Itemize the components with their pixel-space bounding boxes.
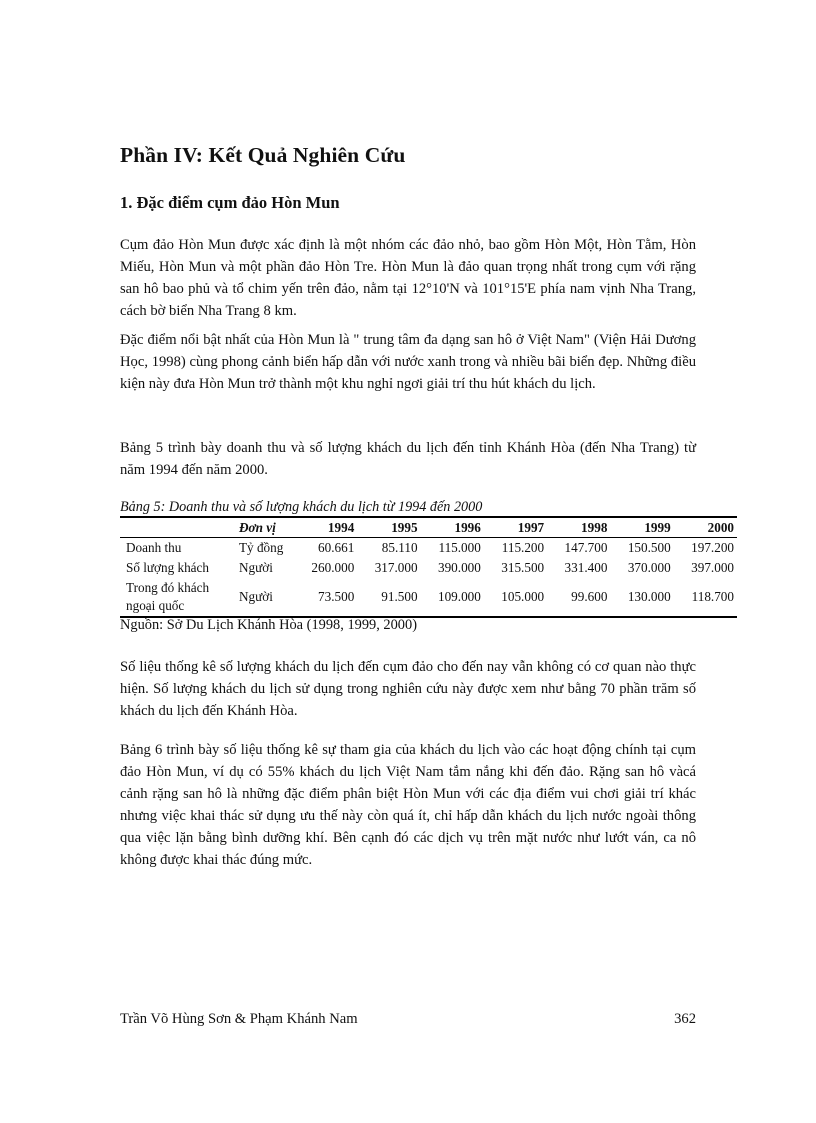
table-cell: 118.700 [691, 589, 734, 604]
table-header-year: 1999 [644, 519, 671, 535]
table-cell: 91.500 [381, 589, 418, 604]
row-unit: Người [239, 560, 273, 575]
table-header-year: 1995 [391, 519, 418, 535]
table-header-year: 1998 [581, 519, 608, 535]
table-caption: Bảng 5: Doanh thu và số lượng khách du lịch từ 1994 đến 2000 [120, 499, 483, 515]
table-cell: 197.200 [691, 540, 734, 555]
table-cell: 331.400 [564, 560, 608, 575]
table-header-year: 1996 [454, 519, 481, 535]
table-row [120, 578, 737, 617]
table-cell: 115.000 [438, 540, 481, 555]
row-label: Doanh thu [126, 540, 182, 555]
paragraph-visitor-statistics: Số liệu thống kê số lượng khách du lịch đến cụm đảo cho đến nay vẫn không có cơ quan nào thực hiện. Số lượng khách du lịch sử dụng trong nghiên cứu này được xem như bằng 70 phần trăm số khách du lịch đến Khánh Hòa. [120, 659, 696, 719]
page-footer [120, 1011, 696, 1028]
paragraph-activities: Bảng 6 trình bày số liệu thống kê sự tham gia của khách du lịch vào các hoạt động chính tại cụm đảo Hòn Mun, ví dụ có 55% khách du lịch Việt Nam tắm nắng khi đến đảo. Rặng san hô vàcá cảnh rặng san hô là những đặc điểm phân biệt Hòn Mun với các địa điểm vui chơi giải trí khác nhưng việc khai thác sử dụng ưu thế này còn quá ít, chỉ hấp dẫn khách du lịch nước ngoài thông qua việc lặn bằng bình dưỡng khí. Bên cạnh đó các dịch vụ trên mặt nước như lướt ván, ca nô không được khai thác đúng mức. [120, 742, 696, 868]
table-cell: 130.000 [627, 589, 671, 604]
table-cell: 260.000 [311, 560, 355, 575]
row-label: Trong đó khách ngoại quốc [126, 580, 210, 613]
row-label: Số lượng khách [126, 560, 209, 575]
table-cell: 73.500 [318, 589, 355, 604]
table-cell: 390.000 [437, 560, 481, 575]
table-cell: 60.661 [318, 540, 355, 555]
section-title: Phần IV: Kết Quả Nghiên Cứu [120, 143, 406, 167]
table-cell: 150.500 [627, 540, 671, 555]
table-cell: 105.000 [501, 589, 545, 604]
table-cell: 370.000 [627, 560, 671, 575]
paragraph-table-intro: Bảng 5 trình bày doanh thu và số lượng khách du lịch đến tỉnh Khánh Hòa (đến Nha Trang) từ năm 1994 đến năm 2000. [120, 440, 696, 478]
paragraph-coral-diversity: Đặc điểm nổi bật nhất của Hòn Mun là " trung tâm đa dạng san hô ở Việt Nam" (Viện Hải Dương Học, 1998) cùng phong cảnh biển hấp dẫn với nước xanh trong và nhiều bãi biển đẹp. Những điều kiện này đưa Hòn Mun trở thành một khu nghỉ ngơi giải trí thu hút khách du lịch. [120, 332, 696, 392]
footer-author: Trần Võ Hùng Sơn & Phạm Khánh Nam [120, 1011, 358, 1027]
table-header-row [120, 517, 737, 538]
table-cell: 315.500 [501, 560, 545, 575]
table-cell: 317.000 [374, 560, 418, 575]
paragraph-island-description: Cụm đảo Hòn Mun được xác định là một nhóm các đảo nhỏ, bao gồm Hòn Một, Hòn Tằm, Hòn Miếu, Hòn Mun và một phần đảo Hòn Tre. Hòn Mun là đảo quan trọng nhất trong cụm với rặng san hô bao phủ và tổ chim yến trên đảo, nằm tại 12°10'N và 101°15'E phía nam vịnh Nha Trang, cách bờ biển Nha Trang 8 km. [120, 237, 696, 319]
table-cell: 397.000 [691, 560, 734, 575]
table-row [120, 538, 737, 559]
revenue-visitors-table [120, 516, 737, 618]
table-header-unit: Đơn vị [239, 519, 276, 535]
row-unit: Tỷ đồng [239, 540, 284, 555]
table-cell: 115.200 [501, 540, 545, 555]
subsection-title: 1. Đặc điểm cụm đảo Hòn Mun [120, 193, 340, 212]
table-cell: 109.000 [437, 589, 481, 604]
table-row [120, 558, 737, 578]
table-header-blank [120, 517, 237, 538]
table-header-year: 1994 [327, 519, 355, 535]
row-unit: Người [239, 589, 273, 604]
document-page [120, 0, 734, 1123]
table-cell: 85.110 [381, 540, 418, 555]
table-cell: 99.600 [571, 589, 608, 604]
table-cell: 147.700 [564, 540, 608, 555]
table-header-year: 2000 [707, 519, 734, 535]
table-header-year: 1997 [517, 519, 545, 535]
page-number: 362 [674, 1011, 696, 1027]
table-source-note: Nguồn: Sở Du Lịch Khánh Hòa (1998, 1999, 2000) [120, 617, 417, 633]
